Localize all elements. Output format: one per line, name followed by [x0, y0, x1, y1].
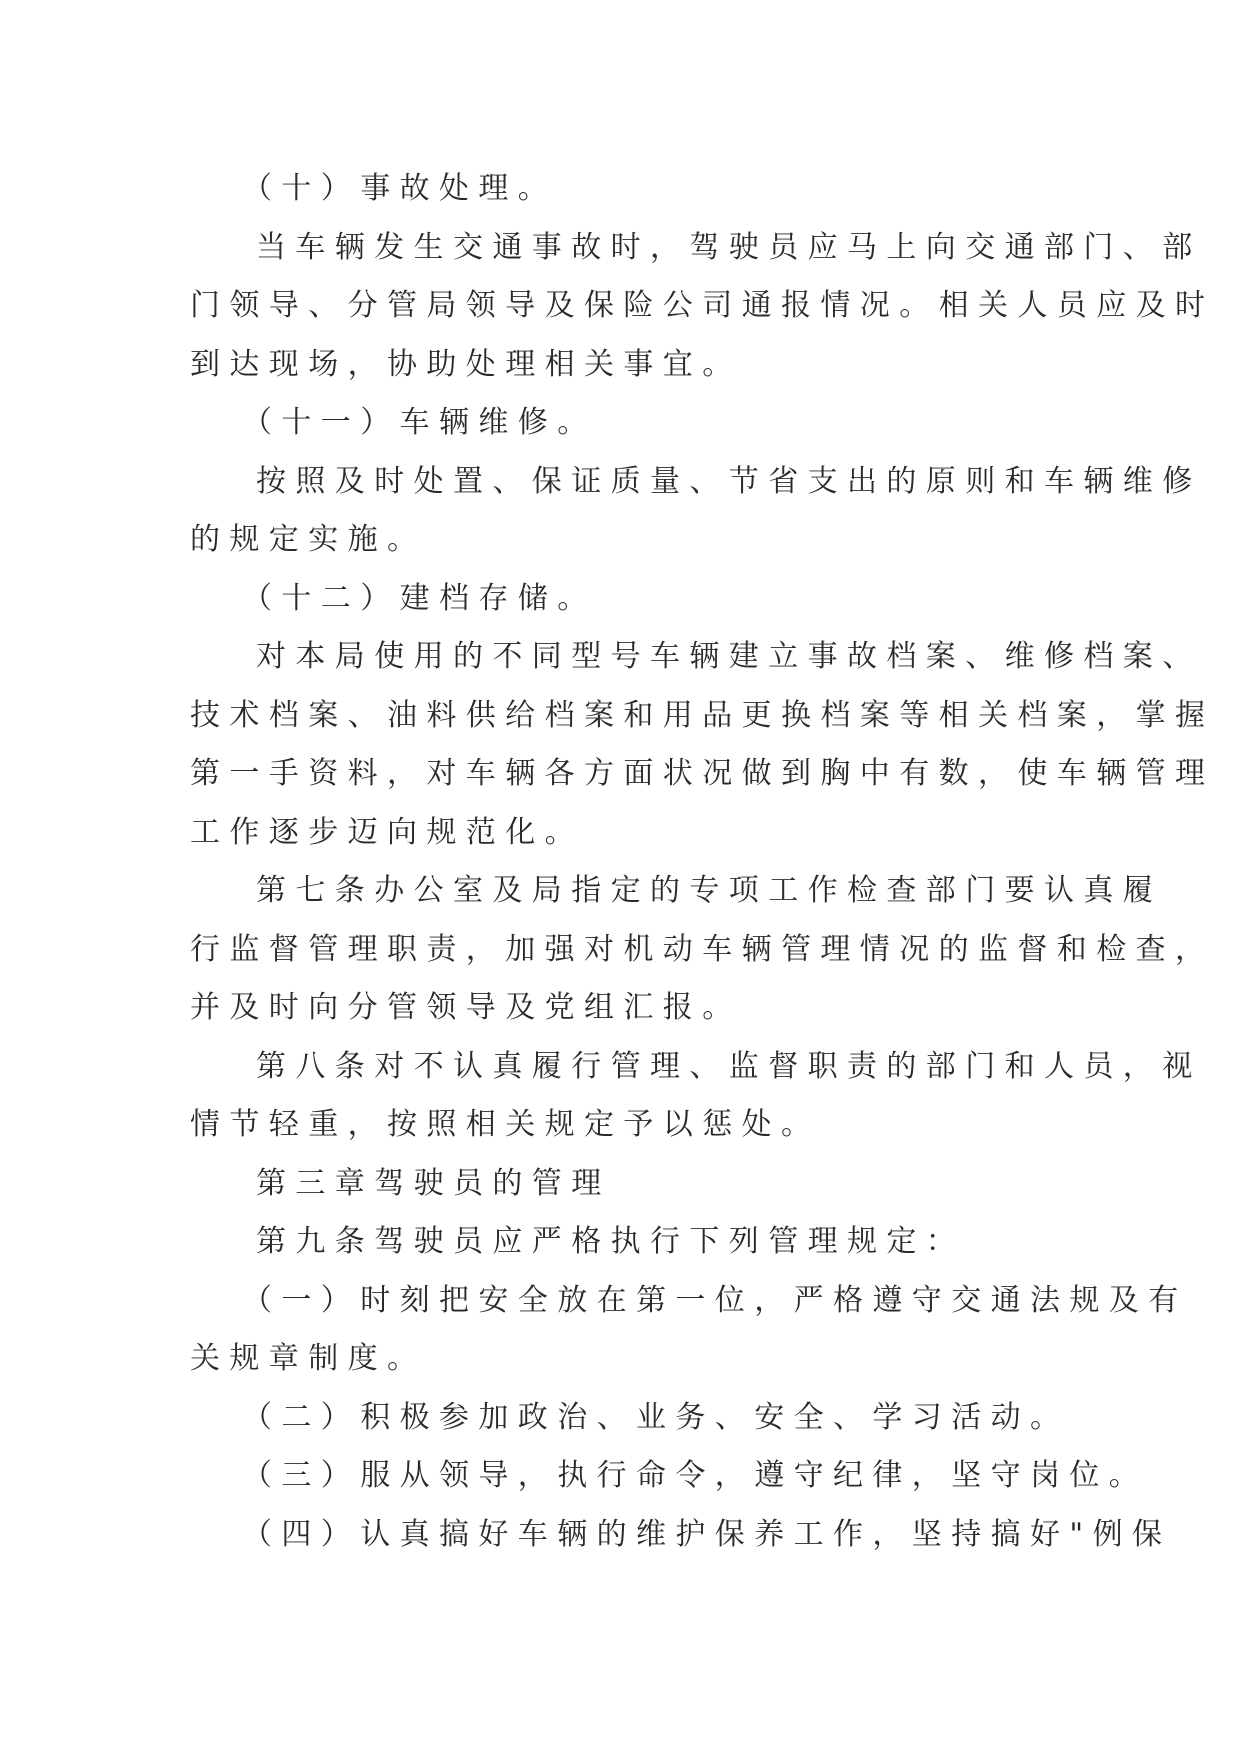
text-line: 第八条对不认真履行管理、监督职责的部门和人员，视 — [256, 1048, 1202, 1084]
text-line: 情节轻重，按照相关规定予以惩处。 — [190, 1107, 821, 1142]
text-line: （十）事故处理。 — [242, 171, 558, 206]
text-line: （十二）建档存储。 — [242, 580, 597, 616]
text-line: 按照及时处置、保证质量、节省支出的原则和车辆维修 — [256, 463, 1202, 499]
text-line: 关规章制度。 — [190, 1341, 427, 1376]
text-line: 门领导、分管局领导及保险公司通报情况。相关人员应及时 — [190, 288, 1215, 323]
text-line: 技术档案、油料供给档案和用品更换档案等相关档案，掌握 — [190, 697, 1215, 733]
text-line: 并及时向分管领导及党组汇报。 — [190, 990, 742, 1025]
text-line: 工作逐步迈向规范化。 — [190, 814, 584, 850]
text-line: 第七条办公室及局指定的专项工作检查部门要认真履 — [256, 873, 1163, 908]
text-line: （三）服从领导，执行命令，遵守纪律，坚守岗位。 — [242, 1458, 1149, 1493]
text-line: 行监督管理职责，加强对机动车辆管理情况的监督和检查， — [190, 931, 1215, 967]
document-body — [190, 160, 1215, 1564]
text-line: 当车辆发生交通事故时，驾驶员应马上向交通部门、部 — [256, 229, 1202, 265]
text-line: （四）认真搞好车辆的维护保养工作，坚持搞好"例保 — [242, 1516, 1172, 1552]
text-line: 到达现场，协助处理相关事宜。 — [190, 346, 742, 382]
text-line: 的规定实施。 — [190, 522, 427, 557]
text-line: 对本局使用的不同型号车辆建立事故档案、维修档案、 — [256, 639, 1202, 674]
text-line: 第三章驾驶员的管理 — [256, 1165, 611, 1201]
text-line: （十一）车辆维修。 — [242, 405, 597, 440]
text-line: 第一手资料，对车辆各方面状况做到胸中有数，使车辆管理 — [190, 756, 1215, 791]
text-line: （一）时刻把安全放在第一位，严格遵守交通法规及有 — [242, 1282, 1188, 1318]
text-line: （二）积极参加政治、业务、安全、学习活动。 — [242, 1399, 1070, 1435]
text-line: 第九条驾驶员应严格执行下列管理规定： — [256, 1224, 966, 1259]
